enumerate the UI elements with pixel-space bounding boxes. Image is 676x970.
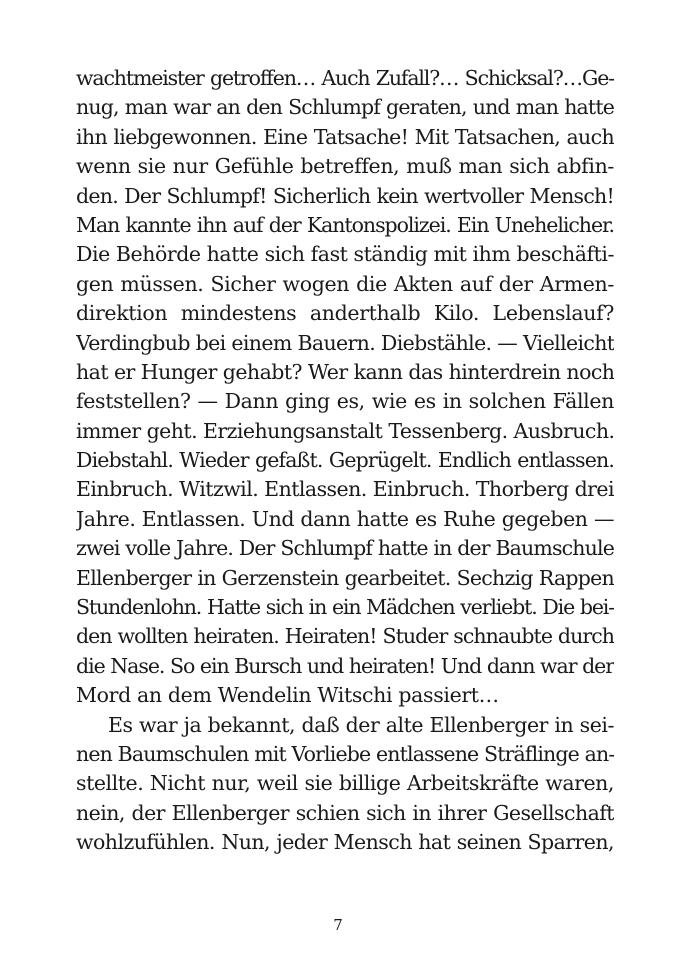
text-line: die Nase. So ein Bursch und heiraten! Und dann war der xyxy=(76,653,614,678)
text-line: wenn sie nur Gefühle betreffen, muß man sich abfin- xyxy=(76,154,614,179)
text-line: den. Der Schlumpf! Sicherlich kein wertvoller Mensch! xyxy=(76,183,614,208)
text-line: Verdingbub bei einem Bauern. Diebstähle. — Vielleicht xyxy=(76,330,614,355)
page-number: 7 xyxy=(333,916,343,934)
text-line: zwei volle Jahre. Der Schlumpf hatte in der Baumschule xyxy=(76,536,614,561)
text-line: wohlzufühlen. Nun, jeder Mensch hat seinen Sparren, xyxy=(76,830,614,855)
text-line: Einbruch. Witzwil. Entlassen. Einbruch. Thorberg drei xyxy=(76,477,614,502)
text-line: wachtmeister getroffen… Auch Zufall?… Schicksal?…Ge- xyxy=(76,66,614,90)
body-text xyxy=(76,64,614,858)
text-line: Diebstahl. Wieder gefaßt. Geprügelt. Endlich entlassen. xyxy=(76,448,614,473)
text-line: Es war ja bekannt, daß der alte Ellenberger in sei- xyxy=(108,712,614,737)
text-line: den wollten heiraten. Heiraten! Studer schnaubte durch xyxy=(76,624,614,649)
text-line: direktion mindestens anderthalb Kilo. Lebenslauf? xyxy=(76,301,614,326)
text-line: nug, man war an den Schlumpf geraten, und man hatte xyxy=(76,95,614,120)
paragraph-2 xyxy=(76,711,614,858)
text-line: immer geht. Erziehungsanstalt Tessenberg. Ausbruch. xyxy=(76,418,614,443)
text-line: gen müssen. Sicher wogen die Akten auf der Armen- xyxy=(76,271,614,296)
text-line: stellte. Nicht nur, weil sie billige Arbeitskräfte waren, xyxy=(76,771,614,796)
text-line: Man kannte ihn auf der Kantonspolizei. Ein Unehelicher. xyxy=(76,212,614,237)
text-line: nen Baumschulen mit Vorliebe entlassene Sträflinge an- xyxy=(76,741,614,766)
text-line: ihn liebgewonnen. Eine Tatsache! Mit Tatsachen, auch xyxy=(76,124,614,149)
text-line: hat er Hunger gehabt? Wer kann das hinterdrein noch xyxy=(76,359,614,384)
text-line: Stundenlohn. Hatte sich in ein Mädchen verliebt. Die bei- xyxy=(76,595,614,620)
paragraph-1 xyxy=(76,64,614,711)
text-line: Jahre. Entlassen. Und dann hatte es Ruhe gegeben — xyxy=(76,506,614,531)
text-line: Ellenberger in Gerzenstein gearbeitet. Sechzig Rappen xyxy=(76,565,614,590)
text-line: feststellen? — Dann ging es, wie es in solchen Fällen xyxy=(76,389,614,414)
text-line: Mord an dem Wendelin Witschi passiert… xyxy=(76,683,499,708)
text-line: nein, der Ellenberger schien sich in ihrer Gesellschaft xyxy=(76,800,614,825)
text-line: Die Behörde hatte sich fast ständig mit ihm beschäfti- xyxy=(76,242,614,267)
